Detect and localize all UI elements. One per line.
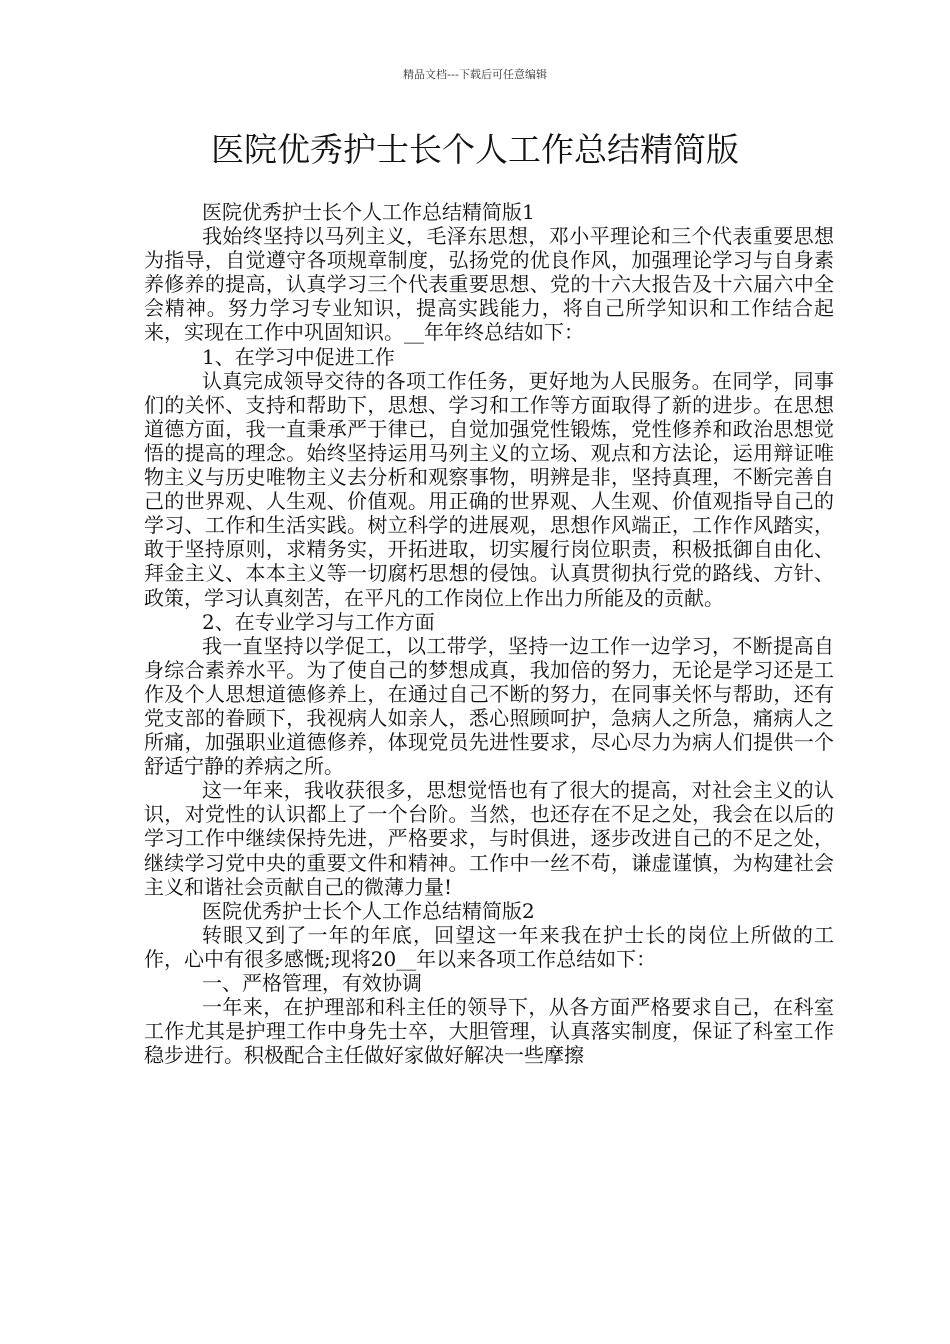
header-note: 精品文档---下载后可任意编辑	[403, 68, 547, 81]
paragraph-intro: 我始终坚持以马列主义，毛泽东思想，邓小平理论和三个代表重要思想为指导，自觉遵守各项规章制度，弘扬党的优良作风，加强理论学习与自身素养修养的提高，认真学习三个代表重要思想、党的十六大报告及十六届六中全会精神。努力学习专业知识，提高实践能力，将自己所学知识和工作结合起来，实现在工作中巩固知识。__年年终总结如下：	[144, 224, 834, 345]
paragraph-summary: 这一年来，我收获很多，思想觉悟也有了很大的提高，对社会主义的认识，对党性的认识都上了一个台阶。当然，也还存在不足之处，我会在以后的学习工作中继续保持先进，严格要求，与时俱进，逐步改进自己的不足之处，继续学习党中央的重要文件和精神。工作中一丝不苟，谦虚谨慎，为构建社会主义和谐社会贡献自己的微薄力量!	[144, 778, 834, 899]
paragraph-year-review: 转眼又到了一年的年底，回望这一年来我在护士长的岗位上所做的工作，心中有很多感慨;现将20__年以来各项工作总结如下：	[144, 922, 834, 971]
subheading-study: 1、在学习中促进工作	[202, 344, 395, 369]
subheading-professional: 2、在专业学习与工作方面	[202, 609, 435, 634]
paragraph-professional: 我一直坚持以学促工，以工带学，坚持一边工作一边学习，不断提高自身综合素养水平。为了使自己的梦想成真，我加倍的努力，无论是学习还是工作及个人思想道德修养上，在通过自己不断的努力，在同事关怀与帮助，还有党支部的眷顾下，我视病人如亲人，悉心照顾呵护，急病人之所急，痛病人之所痛，加强职业道德修养，体现党员先进性要求，尽心尽力为病人们提供一个舒适宁静的养病之所。	[144, 633, 834, 779]
document-body	[144, 200, 834, 1067]
paragraph-management: 一年来，在护理部和科主任的领导下，从各方面严格要求自己，在科室工作尤其是护理工作中身先士卒，大胆管理，认真落实制度，保证了科室工作稳步进行。积极配合主任做好家做好解决一些摩擦	[144, 995, 834, 1068]
paragraph-study: 认真完成领导交待的各项工作任务，更好地为人民服务。在同学，同事们的关怀、支持和帮助下，思想、学习和工作等方面取得了新的进步。在思想道德方面，我一直秉承严于律已，自觉加强党性锻炼，党性修养和政治思想觉悟的提高的理念。始终坚持运用马列主义的立场、观点和方法论，运用辩证唯物主义与历史唯物主义去分析和观察事物，明辨是非，坚持真理，不断完善自己的世界观、人生观、价值观。用正确的世界观、人生观、价值观指导自己的学习、工作和生活实践。树立科学的进展观，思想作风端正，工作作风踏实，敢于坚持原则，求精务实，开拓进取，切实履行岗位职责，积极抵御自由化、拜金主义、本本主义等一切腐朽思想的侵蚀。认真贯彻执行党的路线、方针、政策，学习认真刻苦，在平凡的工作岗位上作出力所能及的贡献。	[144, 368, 834, 610]
section-heading-2: 医院优秀护士长个人工作总结精简版2	[202, 898, 535, 923]
section-heading-1: 医院优秀护士长个人工作总结精简版1	[202, 200, 535, 224]
document-title: 医院优秀护士长个人工作总结精简版	[211, 130, 739, 169]
subheading-management: 一、严格管理，有效协调	[202, 971, 422, 995]
